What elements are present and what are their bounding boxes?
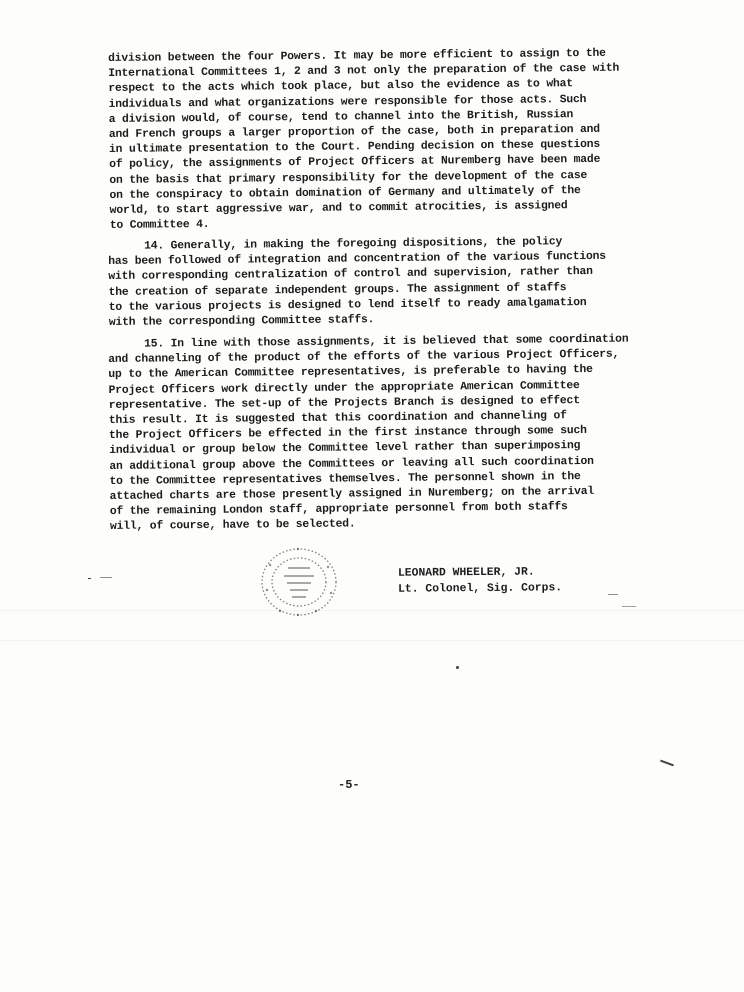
text-line: of the remaining London staff, appropriate personnel from both staffs (109, 501, 568, 519)
text-line: on the basis that primary responsibility for the development of the case (109, 169, 588, 187)
text-line: in ultimate presentation to the Court. Pending decision on these questions (108, 139, 601, 157)
text-line: division between the four Powers. It may be more efficient to assign to the (108, 47, 606, 65)
signatory-title: Lt. Colonel, Sig. Corps. (398, 582, 563, 596)
text-line: International Committees 1, 2 and 3 not only the preparation of the case with (108, 62, 620, 81)
text-line: on the conspiracy to obtain domination of Germany and ultimately of the (109, 184, 581, 202)
scan-mark (100, 577, 112, 578)
text-line: Project Officers work directly under the appropriate American Committee (108, 379, 580, 397)
text-line: individual or group below the Committee level rather than superimposing (109, 440, 581, 458)
text-line: of policy, the assignments of Project Officers at Nuremberg have been made (109, 154, 601, 172)
text-line: with the corresponding Committee staffs. (108, 314, 375, 330)
text-line: a division would, of course, tend to channel into the British, Russian (108, 108, 574, 126)
text-line: to Committee 4. (109, 219, 210, 233)
text-line: and French groups a larger proportion of the case, both in preparation and (108, 123, 600, 142)
signature-block (398, 564, 562, 597)
scan-artifact (0, 610, 744, 611)
text-line: with corresponding centralization of control and supervision, rather than (108, 266, 593, 284)
text-line: to the various projects is designed to lend itself to ready amalgamation (108, 296, 587, 314)
text-line: up to the American Committee representatives, is preferable to having the (108, 364, 593, 382)
text-line: the Project Officers be effected in the first instance through some such (108, 425, 587, 443)
text-line: attached charts are those presently assigned in Nuremberg; on the arrival (109, 485, 595, 504)
text-line: 14. Generally, in making the foregoing dispositions, the policy (144, 236, 563, 253)
paragraph-13 (108, 46, 670, 234)
signatory-name: LEONARD WHEELER, JR. (397, 566, 535, 580)
page-number: -5- (338, 778, 360, 792)
scan-mark (88, 578, 91, 579)
text-line: individuals and what organizations were responsible for those acts. Such (108, 93, 587, 111)
scan-artifact (0, 640, 744, 641)
text-line: will, of course, have to be selected. (109, 518, 356, 534)
text-line: and channeling of the product of the efforts of the various Project Officers, (108, 348, 620, 367)
text-line: 15. In line with those assignments, it is believed that some coordination (144, 333, 629, 351)
text-line: has been followed of integration and concentration of the various functions (108, 250, 606, 269)
scan-mark (456, 666, 459, 669)
text-line: world, to start aggressive war, and to commit atrocities, is assigned (109, 200, 568, 218)
circular-seal-stamp-icon (258, 545, 340, 619)
text-line: this result. It is suggested that this coordination and channeling of (108, 410, 567, 428)
text-line: representative. The set-up of the Projects Branch is designed to effect (108, 394, 580, 412)
scan-mark (660, 760, 674, 767)
scan-mark (622, 606, 636, 607)
text-line: an additional group above the Committees or leaving all such coordination (109, 455, 594, 473)
paragraph-14 (108, 234, 669, 331)
paragraph-15 (108, 332, 670, 535)
text-line: respect to the acts which took place, but also the evidence as to what (108, 78, 573, 96)
scan-mark (608, 594, 618, 595)
text-line: to the Committee representatives themselves. The personnel shown in the (109, 470, 581, 488)
text-line: the creation of separate independent groups. The assignment of staffs (108, 281, 567, 299)
